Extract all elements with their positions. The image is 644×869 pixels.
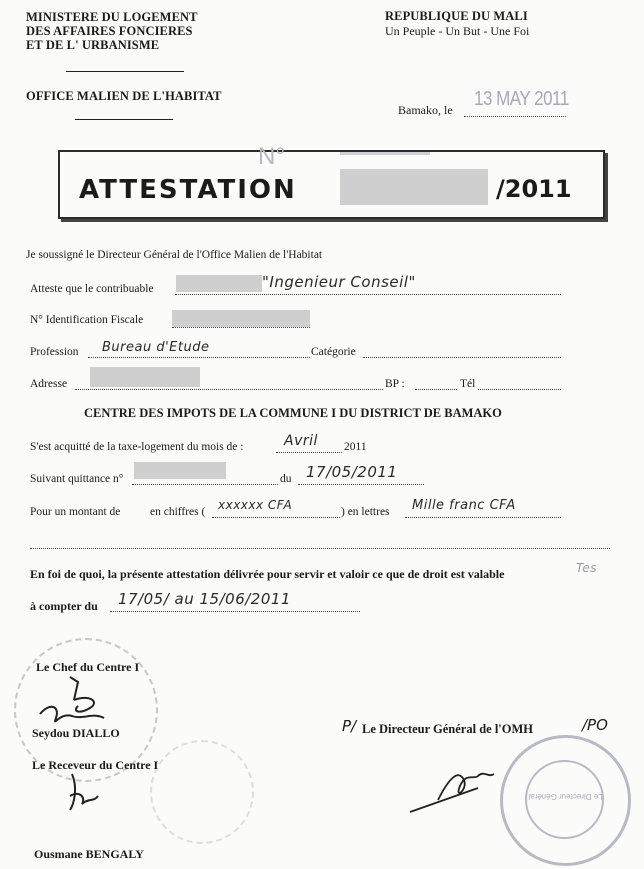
office-underline xyxy=(75,119,173,120)
country-name: REPUBLIQUE DU MALI xyxy=(385,9,528,23)
tax-month-handwriting: Avril xyxy=(284,433,318,449)
redacted-number xyxy=(340,169,488,205)
title-year: /2011 xyxy=(496,175,572,203)
from-handwriting: 17/05/ au 15/06/2011 xyxy=(118,590,291,608)
receipt-date-handwriting: 17/05/2011 xyxy=(306,463,398,481)
chef-title: Le Chef du Centre I xyxy=(36,660,140,674)
amount-words-handwriting: Mille franc CFA xyxy=(412,498,516,513)
redacted-taxpayer xyxy=(176,275,262,292)
tax-id-label: N° Identification Fiscale xyxy=(30,314,144,326)
address-dots xyxy=(75,389,383,390)
receveur-name: Ousmane BENGALY xyxy=(34,847,144,861)
from-label: à compter du xyxy=(30,599,98,613)
category-dots xyxy=(363,357,561,358)
ministry-line-1: MINISTERE DU LOGEMENT xyxy=(26,10,198,24)
chef-name: Seydou DIALLO xyxy=(32,726,120,740)
amount-figures-dots xyxy=(212,517,340,518)
bp-label: BP : xyxy=(385,378,405,390)
bp-dots xyxy=(415,389,457,390)
tel-dots xyxy=(478,389,561,390)
amount-label: Pour un montant de xyxy=(30,506,121,518)
validity-handwriting: Tes xyxy=(576,561,597,575)
address-label: Adresse xyxy=(30,378,68,390)
declaration-line: Je soussigné le Directeur Général de l'Office Malien de l'Habitat xyxy=(26,249,323,261)
ministry-name xyxy=(26,10,236,52)
amount-figures-handwriting: xxxxxx CFA xyxy=(218,498,293,512)
ministry-underline xyxy=(66,71,184,72)
receipt-date-dots xyxy=(298,484,424,485)
from-dots xyxy=(110,611,360,612)
validity-statement: En foi de quoi, la présente attestation délivrée pour servir et valoir ce que de droit est valable xyxy=(30,567,505,581)
receipt-dots xyxy=(132,484,278,485)
category-label: Catégorie xyxy=(311,346,356,358)
date-stamp: 13 MAY 2011 xyxy=(474,87,569,110)
taxpayer-dots xyxy=(175,294,561,295)
tax-month-label: S'est acquitté de la taxe-logement du mois de : xyxy=(30,441,244,453)
date-dotted-line xyxy=(464,116,566,117)
tax-month-dots xyxy=(276,452,342,453)
directeur-title: Le Directeur Général de l'OMH xyxy=(362,722,534,736)
taxpayer-handwriting: "Ingenieur Conseil" xyxy=(262,273,416,291)
national-motto: Un Peuple - Un But - Une Foi xyxy=(385,24,530,38)
receipt-label: Suivant quittance n° xyxy=(30,473,124,485)
office-name: OFFICE MALIEN DE L'HABITAT xyxy=(26,89,222,103)
redacted-address xyxy=(90,367,200,387)
number-stamp: N° xyxy=(258,143,285,170)
middle-seal-stamp xyxy=(150,740,254,844)
profession-dots xyxy=(88,357,310,358)
profession-handwriting: Bureau d'Etude xyxy=(102,340,210,355)
taxpayer-label: Atteste que le contribuable xyxy=(30,283,154,295)
right-seal-text: Le Directeur Général xyxy=(528,792,603,801)
directeur-suffix: /PO xyxy=(582,716,608,734)
directeur-signature xyxy=(408,760,528,820)
amount-figures-label: en chiffres ( xyxy=(150,506,206,518)
tax-id-dots xyxy=(172,327,310,328)
title-word: ATTESTATION xyxy=(79,175,297,205)
tax-center-heading: CENTRE DES IMPOTS DE LA COMMUNE I DU DISTRICT DE BAMAKO xyxy=(84,406,502,420)
ministry-line-2: DES AFFAIRES FONCIERES xyxy=(26,24,193,38)
chef-signature xyxy=(30,672,140,732)
blank-dots-line xyxy=(30,548,610,549)
ministry-line-3: ET DE L' URBANISME xyxy=(26,38,160,52)
amount-words-dots xyxy=(405,517,561,518)
receveur-title: Le Receveur du Centre I xyxy=(32,758,159,772)
redacted-tax-id xyxy=(172,310,310,327)
tel-label: Tél xyxy=(460,378,476,390)
number-stamp-digits xyxy=(340,152,430,169)
receveur-signature xyxy=(64,768,114,818)
redacted-receipt xyxy=(134,462,226,479)
amount-words-label: ) en lettres xyxy=(341,506,390,518)
directeur-prefix: P/ xyxy=(342,717,357,735)
receipt-date-label: du xyxy=(280,473,292,485)
profession-label: Profession xyxy=(30,346,79,358)
place-label: Bamako, le xyxy=(398,103,453,117)
tax-month-year: 2011 xyxy=(344,441,367,453)
